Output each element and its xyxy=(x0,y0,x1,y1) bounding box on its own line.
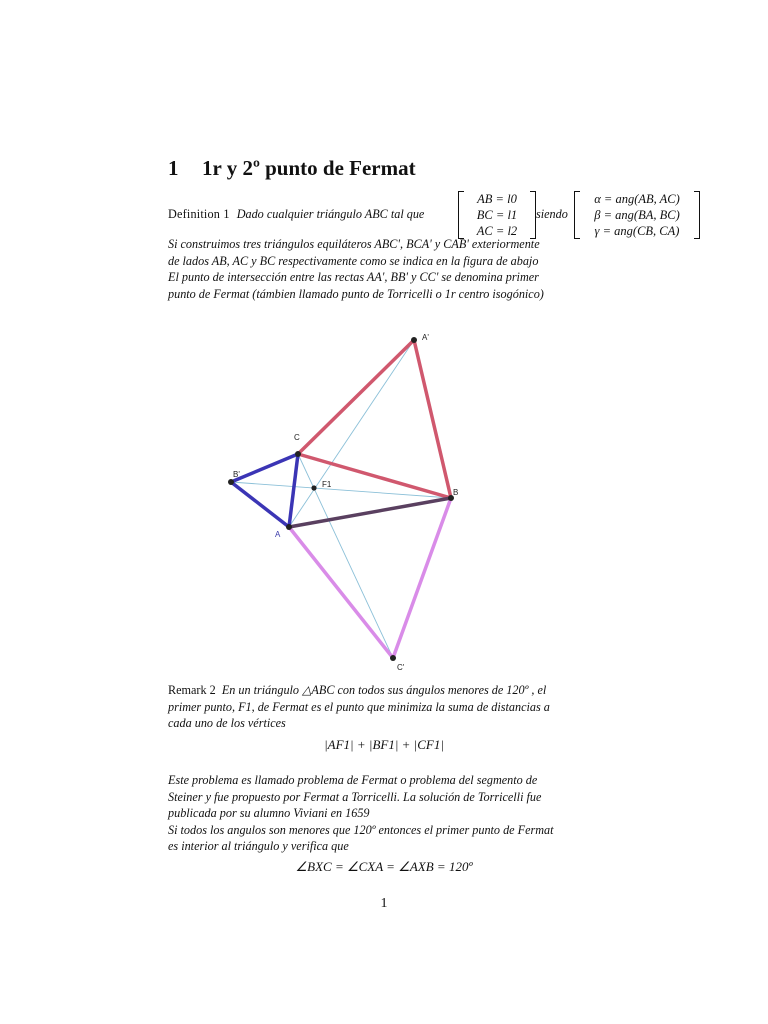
matrix-sides-row: AC = l2 xyxy=(476,224,518,238)
point-b-prime xyxy=(228,479,234,485)
label-b-prime: B' xyxy=(233,470,240,479)
definition-line: punto de Fermat (támbien llamado punto de Torricelli o 1r centro isogónico) xyxy=(168,286,544,301)
section-title: 1r y 2º punto de Fermat xyxy=(202,156,416,180)
side-ab xyxy=(289,498,451,527)
side-cb-prime xyxy=(231,454,298,482)
remark-line: En un triángulo △ABC con todos sus ángulos menores de 120º , el xyxy=(221,683,547,697)
matrix-sides-row: BC = l1 xyxy=(476,208,518,222)
closing-line: es interior al triángulo y verifica que xyxy=(168,839,349,853)
point-a-prime xyxy=(411,337,417,343)
remark-label: Remark 2 xyxy=(168,683,216,697)
definition-label: Definition 1 xyxy=(168,207,230,221)
label-a: A xyxy=(275,530,281,539)
label-c: C xyxy=(294,433,300,442)
definition-line: de lados AB, AC y BC respectivamente como se indica en la figura de abajo xyxy=(168,253,539,268)
point-a xyxy=(286,524,292,530)
definition-line: Si construimos tres triángulos equiláteros ABC', BCA' y CAB' exteriormente xyxy=(168,237,540,251)
label-b: B xyxy=(453,488,459,497)
side-bc-prime xyxy=(393,498,451,658)
remark-line: cada uno de los vértices xyxy=(168,716,286,730)
side-ab-prime xyxy=(231,482,289,527)
side-ba-prime xyxy=(414,340,451,498)
point-c xyxy=(295,451,301,457)
label-c-prime: C' xyxy=(397,663,405,672)
side-bc xyxy=(298,454,451,498)
section-number: 1 xyxy=(168,156,179,180)
side-ca-prime xyxy=(298,340,414,454)
matrix-angles-row: γ = ang(CB, CA) xyxy=(594,224,680,238)
definition-intro-text: Dado cualquier triángulo ABC tal que xyxy=(236,207,425,221)
matrix-angles-row: α = ang(AB, AC) xyxy=(594,192,680,206)
closing-equation: ∠BXC = ∠CXA = ∠AXB = 120º xyxy=(295,859,473,874)
point-f1 xyxy=(311,485,316,490)
point-c-prime xyxy=(390,655,396,661)
cevian-aa-prime xyxy=(289,340,414,527)
matrix-angles-row: β = ang(BA, BC) xyxy=(594,208,680,222)
closing-body xyxy=(168,772,602,855)
label-a-prime: A' xyxy=(422,333,429,342)
definition-connector: siendo xyxy=(536,207,568,221)
label-f1: F1 xyxy=(322,480,332,489)
definition-line: El punto de intersección entre las rectas AA', BB' y CC' se denomina primer xyxy=(168,270,539,284)
remark-body xyxy=(168,682,602,732)
closing-line: Steiner y fue propuesto por Fermat a Torricelli. La solución de Torricelli fue xyxy=(168,789,542,804)
page-number: 1 xyxy=(380,896,388,911)
closing-line: Si todos los angulos son menores que 120º entonces el primer punto de Fermat xyxy=(168,822,554,837)
remark-line: primer punto, F1, de Fermat es el punto que minimiza la suma de distancias a xyxy=(168,699,550,714)
closing-line: publicada por su alumno Viviani en 1659 xyxy=(168,806,370,820)
closing-line: Este problema es llamado problema de Fermat o problema del segmento de xyxy=(168,773,538,787)
remark-equation: |AF1| + |BF1| + |CF1| xyxy=(324,737,444,752)
matrix-sides-row: AB = l0 xyxy=(477,192,517,206)
